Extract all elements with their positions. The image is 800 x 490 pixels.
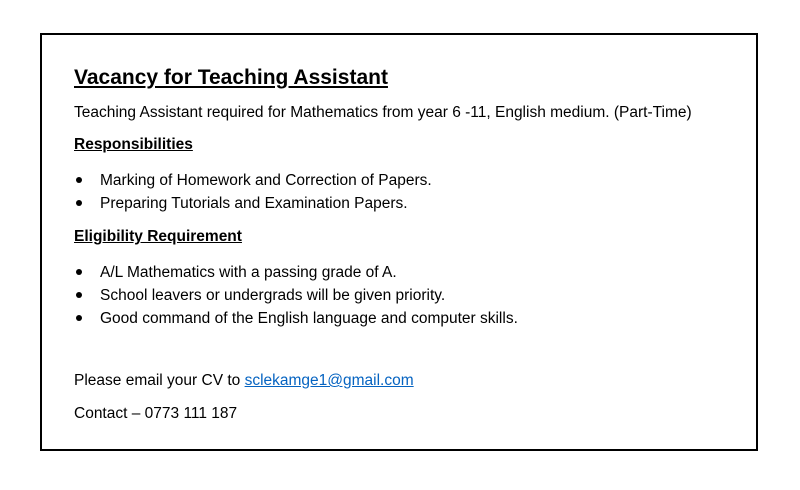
- eligibility-list: [74, 261, 744, 330]
- responsibilities-heading: Responsibilities: [74, 136, 193, 153]
- bullet-icon: [76, 269, 82, 275]
- bullet-icon: [76, 292, 82, 298]
- responsibilities-list: [74, 169, 744, 215]
- notice-content: [74, 65, 744, 424]
- bullet-icon: [76, 200, 82, 206]
- list-item-text: A/L Mathematics with a passing grade of A.: [100, 264, 397, 281]
- list-item: [74, 284, 744, 307]
- vacancy-notice: [40, 33, 758, 451]
- list-item: [74, 169, 744, 192]
- email-prefix: Please email your CV to: [74, 372, 245, 389]
- intro-text: Teaching Assistant required for Mathematics from year 6 -11, English medium. (Part-Time): [74, 104, 692, 121]
- list-item: [74, 307, 744, 330]
- list-item-text: Preparing Tutorials and Examination Papers.: [100, 195, 408, 212]
- list-item: [74, 261, 744, 284]
- list-item: [74, 192, 744, 215]
- list-item-text: Good command of the English language and computer skills.: [100, 310, 518, 327]
- email-line: [74, 371, 744, 391]
- eligibility-heading: Eligibility Requirement: [74, 228, 242, 245]
- list-item-text: School leavers or undergrads will be given priority.: [100, 287, 446, 304]
- email-link[interactable]: sclekamge1@gmail.com: [244, 372, 414, 389]
- bullet-icon: [76, 177, 82, 183]
- contact-line: Contact – 0773 111 187: [74, 405, 238, 422]
- list-item-text: Marking of Homework and Correction of Papers.: [100, 172, 432, 189]
- bullet-icon: [76, 315, 82, 321]
- notice-title: Vacancy for Teaching Assistant: [74, 66, 388, 89]
